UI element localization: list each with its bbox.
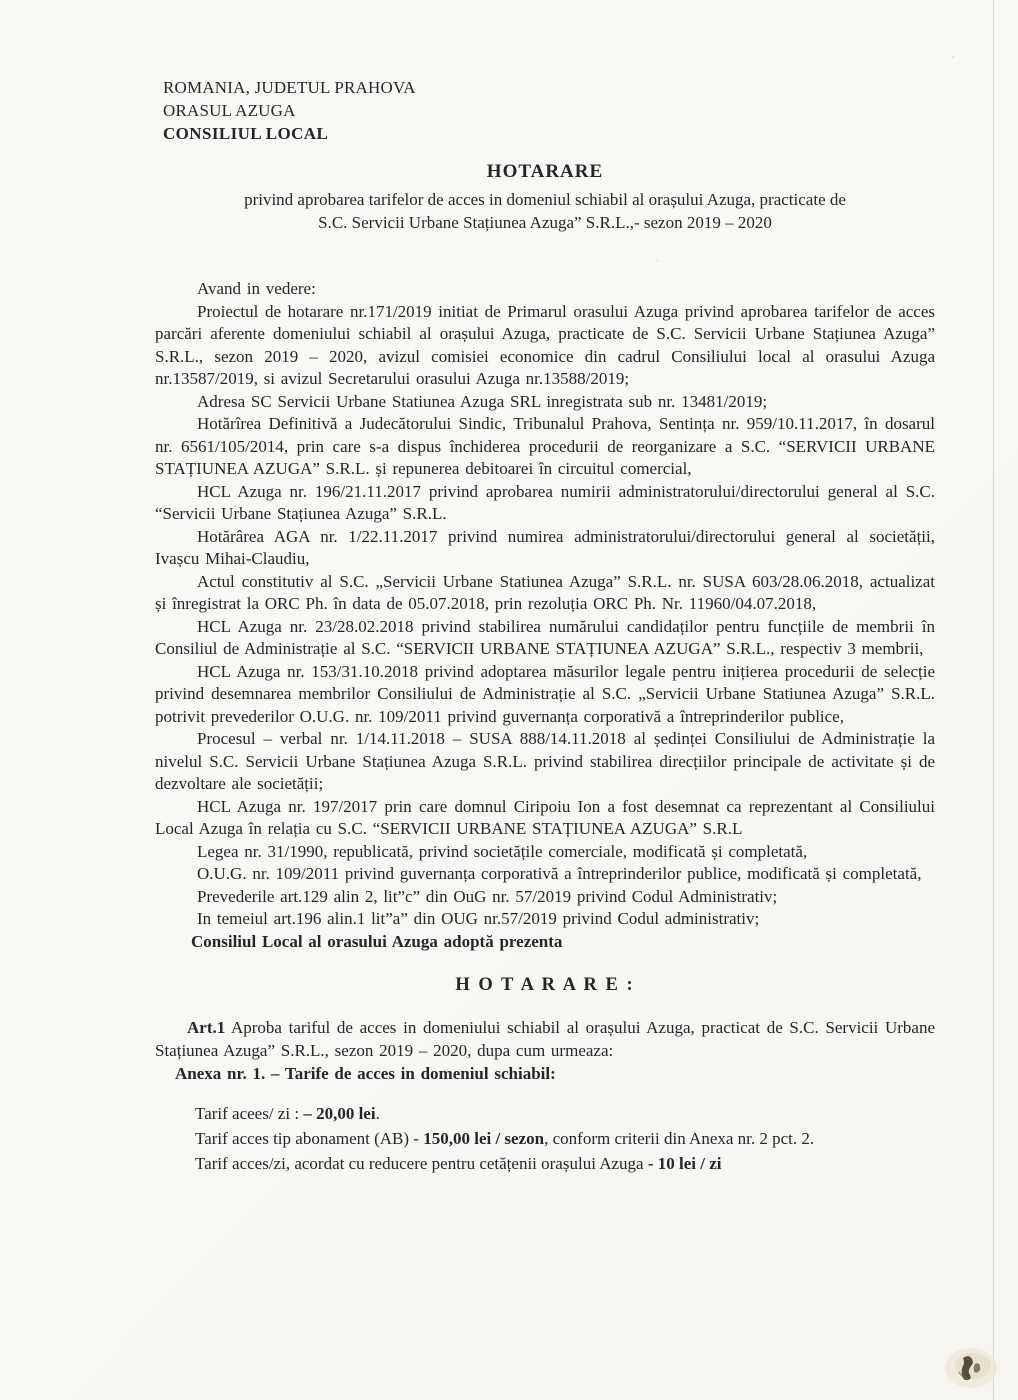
text-segment: Actul constitutiv al S.C. „Servicii Urbane Statiunea Azuga” S.R.L. nr. SUSA 603/28.06.2018, actualizat și înregistrat la ORC Ph. în data de 05.07.2018, prin rezoluția ORC Ph. Nr. 11960/04.07.2018, (155, 571, 935, 613)
text-segment: Anexa nr. 1. – Tarife de acces in domeniul schiabil: (175, 1064, 556, 1083)
letterhead-country-line: ROMANIA, JUDETUL PRAHOVA (163, 78, 416, 97)
paragraph (155, 796, 935, 841)
paragraph (155, 886, 935, 909)
text-segment: Tarif acces/zi, acordat cu reducere pentru cetățenii orașului Azuga (195, 1154, 648, 1173)
letterhead-institution-line: CONSILIUL LOCAL (163, 124, 329, 143)
text-segment: HCL Azuga nr. 196/21.11.2017 privind aprobarea numirii administratorului/directorului general al S.C. “Servicii Urbane Stațiunea Azuga” S.R.L. (155, 481, 935, 523)
text-segment: In temeiul art.196 alin.1 lit”a” din OUG nr.57/2019 privind Codul administrativ; (197, 909, 760, 928)
text-segment: Aproba tariful de acces in domeniului schiabil al orașului Azuga, practicat de S.C. Servicii Urbane Stațiunea Azuga” S.R.L., sezon 2019 – 2020, dupa cum urmeaza: (155, 1018, 935, 1060)
paragraph (155, 728, 935, 796)
paragraph (155, 1126, 935, 1151)
scan-speck: ᾿ (948, 54, 956, 68)
text-segment: Adresa SC Servicii Urbane Statiunea Azuga SRL inregistrata sub nr. 13481/2019; (197, 391, 768, 411)
text-segment: O.U.G. nr. 109/2011 privind guvernanța corporativă a întreprinderilor publice, modificată și completată, (197, 864, 922, 883)
text-segment: . (375, 1104, 380, 1123)
text-segment: Consiliul Local al orasului Azuga adoptă prezenta (191, 931, 563, 951)
text-segment: Art.1 (187, 1018, 226, 1037)
text-segment: Procesul – verbal nr. 1/14.11.2018 – SUSA 888/14.11.2018 al ședinței Consiliului de Administrație la nivelul S.C. Servicii Urbane Stațiunea Azuga S.R.L. privind stabilirea direcțiilor principale de activitate și de dezvoltare ale societății; (155, 729, 935, 793)
paragraph (155, 931, 935, 954)
paragraph (155, 1016, 935, 1062)
paragraph (155, 391, 935, 414)
scan-speck: ʼ (656, 258, 659, 268)
paragraph (155, 301, 935, 391)
decision-section (155, 1016, 935, 1085)
document-subtitle-line1: privind aprobarea tarifelor de acces in domeniul schiabil al orașului Azuga, practicate de (244, 190, 846, 209)
title-block (155, 161, 935, 234)
letterhead-city-line: ORASUL AZUGA (163, 101, 296, 120)
scan-edge-line (993, 0, 994, 1400)
paragraph (155, 841, 935, 864)
paragraph (155, 571, 935, 616)
document-subtitle-line2: S.C. Servicii Urbane Stațiunea Azuga” S.R.L.,- sezon 2019 – 2020 (318, 213, 772, 232)
text-segment: Legea nr. 31/1990, republicată, privind societățile comerciale, modificată și completată, (197, 841, 808, 861)
paragraph (155, 278, 935, 301)
document-title: HOTARARE (486, 161, 604, 182)
paragraph (155, 616, 935, 661)
text-segment: Tarif acees/ zi : (195, 1104, 304, 1123)
text-segment: Proiectul de hotarare nr.171/2019 initiat de Primarul orasului Azuga privind aprobarea tarifelor de acces parcări aferente domeniului schiabil al orașului Azuga, practicate de S.C. Servicii Urbane Stațiunea Azuga” S.R.L., sezon 2019 – 2020, avizul comisiei economice din cadrul Consiliului local al orasului Azuga nr.13587/2019, si avizul Secretarului orasului Azuga nr.13588/2019; (155, 301, 935, 388)
text-segment: Hotărîrea Definitivă a Judecătorului Sindic, Tribunalul Prahova, Sentința nr. 959/10.11.2017, în dosarul nr. 6561/105/2014, prin care s-a dispus închiderea procedurii de reorganizare a S.C. “SERVICII URBANE STAȚIUNEA AZUGA” S.R.L. și repunerea debitoarei în circuitul comercial, (155, 414, 935, 478)
paragraph (155, 1151, 935, 1176)
text-segment: HCL Azuga nr. 23/28.02.2018 privind stabilirea numărului candidaților pentru funcțiile de membrii în Consiliul de Administrație al S.C. “SERVICII URBANE STAȚIUNEA AZUGA” S.R.L., respectiv 3 membrii, (155, 616, 935, 658)
text-segment: Tarif acces tip abonament (AB) - (195, 1129, 424, 1148)
text-segment: , conform criterii din Anexa nr. 2 pct. 2. (544, 1129, 815, 1148)
paragraph (155, 908, 935, 931)
decision-heading: H O T A R A R E : (455, 975, 635, 995)
preamble-section (155, 278, 935, 953)
text-segment: Hotărârea AGA nr. 1/22.11.2017 privind numirea administratorului/directorului general al societății, Ivașcu Mihai-Claudiu, (155, 526, 935, 568)
paragraph (155, 1062, 935, 1085)
letterhead (163, 76, 935, 145)
paragraph (155, 413, 935, 481)
text-segment: Prevederile art.129 alin 2, lit”c” din OuG nr. 57/2019 privind Codul Administrativ; (197, 886, 778, 906)
paragraph (155, 481, 935, 526)
text-segment: - 10 lei / zi (647, 1154, 722, 1173)
text-segment: HCL Azuga nr. 197/2017 prin care domnul Ciripoiu Ion a fost desemnat ca reprezentant al Consiliului Local Azuga în relația cu S.C. “SERVICII URBANE STAȚIUNEA AZUGA” S.R.L (155, 796, 935, 838)
text-segment: HCL Azuga nr. 153/31.10.2018 privind adoptarea măsurilor legale pentru inițierea procedurii de selecție privind desemnarea membrilor Consiliului de Administrație al S.C. „Servicii Urbane Statiunea Azuga” S.R.L. potrivit prevederilor O.U.G. nr. 109/2011 privind guvernanța corporativă a întreprinderilor publice, (155, 661, 935, 726)
paragraph (155, 863, 935, 886)
ink-smudge (941, 1338, 1001, 1394)
text-segment: – 20,00 lei (303, 1104, 376, 1123)
paragraph (155, 661, 935, 729)
text-segment: 150,00 lei / sezon (423, 1129, 545, 1148)
paragraph (155, 526, 935, 571)
paragraph (155, 1101, 935, 1126)
text-segment: Avand in vedere: (197, 279, 316, 298)
tariff-list (155, 1101, 935, 1176)
